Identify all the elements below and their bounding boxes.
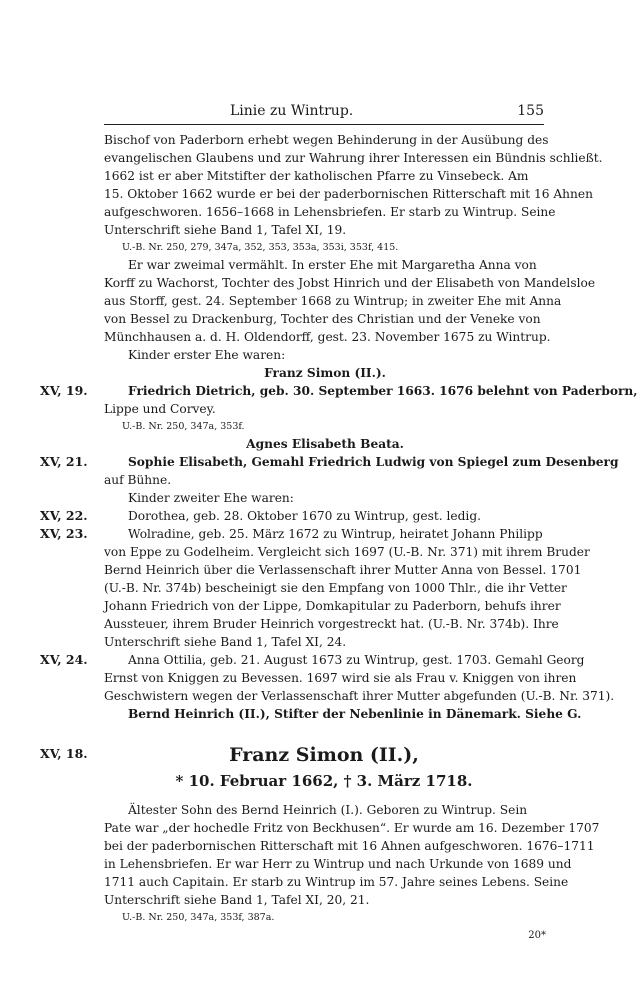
text-line: (U.-B. Nr. 374b) bescheinigt sie den Empfang von 1000 Thlr., die ihr Vetter <box>104 581 567 595</box>
signature-mark: 20* <box>528 930 546 941</box>
generation-label: XV, 23. <box>40 526 88 541</box>
generation-label: XV, 21. <box>40 454 88 469</box>
text-line: Sophie Elisabeth, Gemahl Friedrich Ludwig von Spiegel zum Desenberg <box>128 455 619 469</box>
text-line: von Eppe zu Godelheim. Vergleicht sich 1697 (U.-B. Nr. 371) mit ihrem Bruder <box>104 545 590 559</box>
generation-label: XV, 19. <box>40 383 88 398</box>
text-line: bei der paderbornischen Ritterschaft mit 16 Ahnen aufgeschworen. 1676–1711 <box>104 839 595 853</box>
text-line: Kinder erster Ehe waren: <box>128 348 286 362</box>
text-line: Korff zu Wachorst, Tochter des Jobst Hinrich und der Elisabeth von Mandelsloe <box>104 276 596 290</box>
text-line: Unterschrift siehe Band 1, Tafel XI, 19. <box>104 223 347 237</box>
text-line: auf Bühne. <box>104 473 172 487</box>
text-line: Lippe und Corvey. <box>104 402 216 416</box>
generation-label: XV, 18. <box>40 746 88 761</box>
text-line: Johann Friedrich von der Lippe, Domkapitular zu Paderborn, behufs ihrer <box>104 599 561 613</box>
child-name: Franz Simon (II.). <box>264 366 386 380</box>
text-line: 15. Oktober 1662 wurde er bei der paderbornischen Ritterschaft mit 16 Ahnen <box>104 187 593 201</box>
text-line: evangelischen Glaubens und zur Wahrung ihrer Interessen ein Bündnis schließt. <box>104 151 603 165</box>
text-line: Dorothea, geb. 28. Oktober 1670 zu Wintrup, gest. ledig. <box>128 509 482 523</box>
header-rule <box>104 124 544 125</box>
text-line: in Lehensbriefen. Er war Herr zu Wintrup und nach Urkunde von 1689 und <box>104 857 572 871</box>
page-header <box>104 103 544 123</box>
reference-line: U.-B. Nr. 250, 347a, 353f. <box>122 421 245 432</box>
generation-label: XV, 24. <box>40 652 88 667</box>
text-line: Anna Ottilia, geb. 21. August 1673 zu Wintrup, gest. 1703. Gemahl Georg <box>128 653 585 667</box>
text-line: Ältester Sohn des Bernd Heinrich (I.). Geboren zu Wintrup. Sein <box>128 803 528 817</box>
reference-line: U.-B. Nr. 250, 347a, 353f, 387a. <box>122 912 275 923</box>
child-name: Agnes Elisabeth Beata. <box>246 437 404 451</box>
text-line: 1662 ist er aber Mitstifter der katholischen Pfarre zu Vinsebeck. Am <box>104 169 529 183</box>
text-line: Friedrich Dietrich, geb. 30. September 1663. 1676 belehnt von Paderborn, <box>128 384 638 398</box>
text-line: Geschwistern wegen der Verlassenschaft ihrer Mutter abgefunden (U.-B. Nr. 371). <box>104 689 615 703</box>
text-line: Unterschrift siehe Band 1, Tafel XI, 24. <box>104 635 347 649</box>
text-line: aus Storff, gest. 24. September 1668 zu Wintrup; in zweiter Ehe mit Anna <box>104 294 562 308</box>
text-line: Unterschrift siehe Band 1, Tafel XI, 20, 21. <box>104 893 370 907</box>
text-line: Er war zweimal vermählt. In erster Ehe mit Margaretha Anna von <box>128 258 537 272</box>
text-line: 1711 auch Capitain. Er starb zu Wintrup im 57. Jahre seines Lebens. Seine <box>104 875 569 889</box>
text-line: Bernd Heinrich über die Verlassenschaft ihrer Mutter Anna von Bessel. 1701 <box>104 563 582 577</box>
text-line: Ernst von Kniggen zu Bevessen. 1697 wird sie als Frau v. Kniggen von ihren <box>104 671 577 685</box>
section-title: Franz Simon (II.), <box>229 744 419 766</box>
generation-label: XV, 22. <box>40 508 88 523</box>
text-line: Bischof von Paderborn erhebt wegen Behinderung in der Ausübung des <box>104 133 549 147</box>
page-number: 155 <box>517 103 544 119</box>
text-line: Bernd Heinrich (II.), Stifter der Nebenlinie in Dänemark. Siehe G. <box>128 707 582 721</box>
running-title: Linie zu Wintrup. <box>230 103 354 119</box>
text-line: Münchhausen a. d. H. Oldendorff, gest. 23. November 1675 zu Wintrup. <box>104 330 551 344</box>
text-line: Wolradine, geb. 25. März 1672 zu Wintrup, heiratet Johann Philipp <box>128 527 543 541</box>
reference-line: U.-B. Nr. 250, 279, 347a, 352, 353, 353a, 353i, 353f, 415. <box>122 242 399 253</box>
text-line: von Bessel zu Drackenburg, Tochter des Christian und der Veneke von <box>104 312 541 326</box>
section-dates: * 10. Februar 1662, † 3. März 1718. <box>175 772 473 790</box>
text-line: Kinder zweiter Ehe waren: <box>128 491 294 505</box>
text-line: Aussteuer, ihrem Bruder Heinrich vorgestreckt hat. (U.-B. Nr. 374b). Ihre <box>104 617 559 631</box>
text-line: aufgeschworen. 1656–1668 in Lehensbriefen. Er starb zu Wintrup. Seine <box>104 205 556 219</box>
text-line: Pate war „der hochedle Fritz von Beckhusen“. Er wurde am 16. Dezember 1707 <box>104 821 600 835</box>
